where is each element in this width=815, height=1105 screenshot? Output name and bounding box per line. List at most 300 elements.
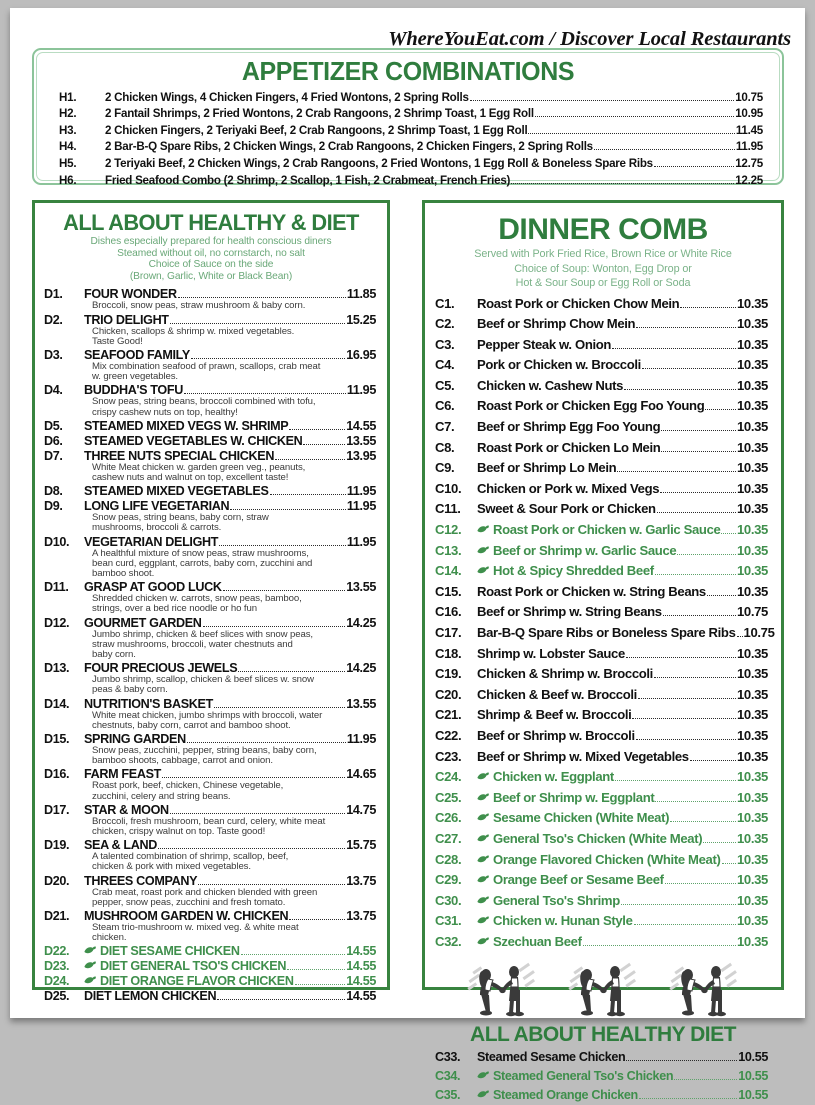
menu-item-number: C19. — [435, 666, 462, 682]
menu-item-price: 14.55 — [346, 989, 376, 1004]
menu-item-number: D5. — [44, 418, 63, 433]
menu-item-price: 10.35 — [736, 480, 768, 496]
menu-item-number: D20. — [44, 873, 70, 888]
menu-item-number: C32. — [435, 933, 462, 949]
menu-item-name: Chicken w. Eggplant — [493, 769, 614, 785]
menu-item-number: C4. — [435, 357, 455, 373]
menu-item-name: SPRING GARDEN — [84, 732, 186, 747]
menu-item-number: C31. — [435, 913, 462, 929]
menu-item — [435, 294, 768, 315]
menu-item-price: 14.55 — [346, 418, 376, 433]
appetizer-item-name: 2 Chicken Wings, 4 Chicken Fingers, 4 Fried Wontons, 2 Spring Rolls — [105, 90, 469, 104]
menu-item — [435, 1086, 768, 1105]
menu-item-description: Shredded chicken w. carrots, snow peas, bamboo, strings, over a bed rice noodle or ho fun — [92, 593, 302, 615]
menu-item-number: C20. — [435, 686, 462, 702]
leader-dots — [660, 492, 736, 493]
leader-dots — [654, 677, 736, 678]
menu-item — [44, 838, 376, 872]
dinner-comb-sub1: Served with Pork Fried Rice, Brown Rice or White Rice — [474, 248, 732, 260]
leader-dots — [639, 1098, 737, 1099]
menu-item-name: Shrimp & Beef w. Broccoli — [477, 707, 632, 723]
menu-item-name: Beef or Shrimp w. Garlic Sauce — [493, 542, 677, 558]
leader-dots — [612, 348, 736, 349]
menu-item — [435, 561, 768, 582]
menu-item-number: C7. — [435, 419, 455, 435]
menu-item — [435, 932, 768, 953]
menu-item — [435, 726, 768, 747]
leader-dots — [707, 595, 736, 596]
menu-item-price: 10.35 — [736, 769, 768, 785]
leader-dots — [287, 969, 345, 970]
menu-item-name: STEAMED MIXED VEGS W. SHRIMP — [84, 418, 289, 433]
menu-item-name: Chicken w. Hunan Style — [493, 913, 633, 929]
menu-item — [435, 644, 768, 665]
menu-item-number: D6. — [44, 433, 63, 448]
menu-item — [44, 348, 376, 382]
menu-item — [435, 870, 768, 891]
appetizer-item-price: 10.95 — [735, 107, 763, 121]
menu-item-description: White Meat chicken w. garden green veg., peanuts, cashew nuts and walnut on top, excellent taste! — [92, 461, 306, 483]
leader-dots — [230, 509, 346, 510]
menu-item-name: Sweet & Sour Pork or Chicken — [477, 501, 656, 517]
healthy-diet-bottom-item-list — [425, 1047, 781, 1105]
menu-item-name: Roast Pork or Chicken Egg Foo Young — [477, 398, 705, 414]
menu-item-price: 10.35 — [736, 522, 768, 538]
menu-item-number: C8. — [435, 439, 455, 455]
leader-dots — [295, 984, 346, 985]
menu-item-price: 10.35 — [736, 419, 768, 435]
menu-item-name: Steamed Orange Chicken — [493, 1087, 638, 1102]
menu-item — [44, 287, 376, 311]
spicy-chili-icon — [477, 525, 490, 533]
menu-item — [435, 850, 768, 871]
healthy-diet-title: ALL ABOUT HEALTHY & DIET — [63, 210, 359, 235]
menu-item — [44, 909, 376, 943]
appetizer-item-list — [37, 91, 779, 187]
spicy-chili-icon — [477, 855, 490, 863]
menu-item-number: C2. — [435, 316, 455, 332]
menu-item-price: 10.35 — [736, 707, 768, 723]
leader-dots — [535, 116, 734, 117]
menu-item-name: VEGETARIAN DELIGHT — [84, 534, 219, 549]
spicy-chili-icon — [477, 772, 490, 780]
leader-dots — [634, 924, 736, 925]
appetizer-row — [37, 107, 779, 120]
spicy-chili-icon — [84, 961, 97, 969]
menu-item-name: Beef or Shrimp w. Eggplant — [493, 789, 655, 805]
menu-item — [44, 434, 376, 448]
menu-item-price: 10.35 — [736, 501, 768, 517]
menu-item-description: Jumbo shrimp, scallop, chicken & beef slices w. snow peas & baby corn. — [92, 674, 314, 696]
leader-dots — [636, 327, 736, 328]
appetizer-row — [37, 140, 779, 153]
menu-item-price: 10.35 — [736, 439, 768, 455]
menu-item-name: LONG LIFE VEGETARIAN — [84, 499, 230, 514]
menu-item-number: D12. — [44, 615, 70, 630]
menu-item-price: 10.35 — [736, 542, 768, 558]
menu-item-name: DIET LEMON CHICKEN — [84, 989, 217, 1004]
menu-item-number: C1. — [435, 295, 455, 311]
menu-item-name: Hot & Spicy Shredded Beef — [493, 563, 654, 579]
menu-item-price: 10.35 — [736, 748, 768, 764]
dinner-comb-title: DINNER COMB — [498, 213, 708, 246]
leader-dots — [636, 739, 736, 740]
menu-item — [44, 944, 376, 958]
spicy-chili-icon — [477, 1090, 490, 1098]
menu-item — [44, 580, 376, 614]
leader-dots — [203, 626, 346, 627]
menu-item-name: Roast Pork or Chicken Chow Mein — [477, 295, 680, 311]
menu-item-number: D24. — [44, 974, 70, 989]
dancing-couple-illustrations — [425, 953, 781, 1021]
menu-item — [44, 616, 376, 661]
menu-item-number: C3. — [435, 336, 455, 352]
menu-item — [435, 685, 768, 706]
leader-dots — [670, 821, 736, 822]
appetizer-item-price: 12.25 — [735, 173, 763, 187]
menu-item-price: 10.35 — [736, 336, 768, 352]
menu-item-name: Shrimp w. Lobster Sauce — [477, 645, 625, 661]
appetizer-item-name: 2 Chicken Fingers, 2 Teriyaki Beef, 2 Crab Rangoons, 2 Shrimp Toast, 1 Egg Roll — [105, 123, 528, 137]
menu-item-price: 14.55 — [346, 974, 376, 989]
leader-dots — [621, 904, 736, 905]
menu-item-name: Sesame Chicken (White Meat) — [493, 810, 670, 826]
menu-item — [44, 449, 376, 483]
menu-item-number: D21. — [44, 909, 70, 924]
menu-item-number: D22. — [44, 944, 70, 959]
menu-item-number: D8. — [44, 484, 63, 499]
menu-item-price: 10.35 — [736, 830, 768, 846]
healthy-diet-bottom-title: ALL ABOUT HEALTHY DIET — [470, 1022, 736, 1046]
menu-item — [435, 767, 768, 788]
menu-item-name: Roast Pork or Chicken Lo Mein — [477, 439, 661, 455]
leader-dots — [665, 883, 736, 884]
site-banner: WhereYouEat.com / Discover Local Restaurants — [388, 28, 791, 50]
leader-dots — [624, 389, 736, 390]
appetizer-row — [37, 174, 779, 187]
menu-item-number: D10. — [44, 534, 70, 549]
leader-dots — [511, 183, 734, 184]
leader-dots — [217, 999, 345, 1000]
leader-dots — [170, 813, 345, 814]
menu-item-price: 13.55 — [346, 580, 376, 595]
menu-item-name: Steamed General Tso's Chicken — [493, 1068, 674, 1083]
leader-dots — [703, 842, 736, 843]
leader-dots — [663, 615, 736, 616]
appetizer-item-number: H1. — [59, 90, 77, 104]
menu-item-number: C11. — [435, 501, 461, 517]
menu-item-price: 10.35 — [736, 398, 768, 414]
leader-dots — [187, 742, 346, 743]
menu-item — [435, 623, 775, 644]
menu-item-price: 14.65 — [346, 767, 376, 782]
menu-item-name: STAR & MOON — [84, 802, 169, 817]
menu-item-number: C24. — [435, 769, 462, 785]
leader-dots — [470, 100, 735, 101]
dinner-comb-sub3: Hot & Sour Soup or Egg Roll or Soda — [515, 277, 691, 289]
menu-item-price: 10.35 — [736, 583, 768, 599]
menu-item-price: 10.35 — [736, 563, 768, 579]
appetizer-item-name: 2 Teriyaki Beef, 2 Chicken Wings, 2 Crab Rangoons, 2 Fried Wontons, 1 Egg Roll & Boneless Spare Ribs — [105, 156, 653, 170]
menu-item-price: 10.35 — [736, 789, 768, 805]
menu-item-name: FARM FEAST — [84, 767, 161, 782]
menu-item — [44, 732, 376, 766]
menu-item-price: 13.75 — [346, 873, 376, 888]
spicy-chili-icon — [477, 566, 490, 574]
menu-item-number: C10. — [435, 480, 462, 496]
menu-item-number: C16. — [435, 604, 462, 620]
menu-item-price: 10.35 — [736, 851, 768, 867]
menu-item-name: Roast Pork or Chicken w. Garlic Sauce — [493, 522, 721, 538]
menu-item-price: 10.35 — [736, 892, 768, 908]
dinner-comb-sub2: Choice of Soup: Wonton, Egg Drop or — [514, 262, 692, 275]
menu-item-name: FOUR WONDER — [84, 287, 177, 302]
leader-dots — [705, 409, 736, 410]
spicy-chili-icon — [84, 946, 97, 954]
menu-item-name: Beef or Shrimp w. String Beans — [477, 604, 662, 620]
menu-item-name: Chicken w. Cashew Nuts — [477, 377, 624, 393]
appetizer-item-price: 11.95 — [735, 140, 763, 154]
menu-item — [44, 484, 376, 498]
spicy-chili-icon — [477, 896, 490, 904]
menu-page — [10, 8, 805, 1102]
menu-item — [44, 989, 376, 1003]
menu-item-name: FOUR PRECIOUS JEWELS — [84, 661, 238, 676]
leader-dots — [289, 429, 345, 430]
appetizer-section-title: APPETIZER COMBINATIONS — [241, 56, 575, 86]
appetizer-item-price: 11.45 — [735, 123, 763, 137]
menu-item-name: Chicken & Beef w. Broccoli — [477, 686, 637, 702]
menu-item-description: A healthful mixture of snow peas, straw mushrooms, bean curd, eggplant, carrots, baby corn, zucchini and bamboo shoot. — [92, 547, 313, 580]
menu-item — [435, 438, 768, 459]
menu-item — [435, 479, 768, 500]
menu-item — [44, 803, 376, 837]
menu-item-name: Bar-B-Q Spare Ribs or Boneless Spare Ribs — [477, 625, 736, 640]
appetizer-item-number: H2. — [59, 107, 77, 121]
menu-item-description: Broccoli, fresh mushroom, bean curd, celery, white meat chicken, crispy walnut on top. Taste good! — [92, 815, 326, 838]
leader-dots — [626, 1060, 737, 1061]
leader-dots — [162, 777, 345, 778]
menu-item-name: Pork or Chicken w. Broccoli — [477, 357, 641, 373]
menu-item — [435, 458, 768, 479]
menu-item-number: D23. — [44, 959, 70, 974]
appetizer-item-number: H3. — [59, 123, 77, 137]
menu-item-price: 10.55 — [738, 1087, 768, 1102]
leader-dots — [158, 848, 345, 849]
healthy-diet-sub2: Steamed without oil, no cornstarch, no salt — [117, 247, 305, 259]
menu-item-number: C28. — [435, 851, 462, 867]
leader-dots — [632, 718, 736, 719]
menu-item-number: C34. — [435, 1068, 461, 1083]
menu-item-price: 11.85 — [346, 287, 376, 302]
menu-item-price: 11.95 — [346, 499, 376, 514]
menu-item-number: C22. — [435, 727, 462, 743]
leader-dots — [303, 444, 345, 445]
menu-item-name: SEA & LAND — [84, 838, 157, 853]
spicy-chili-icon — [477, 834, 490, 842]
menu-item-name: STEAMED MIXED VEGETABLES — [84, 484, 269, 499]
menu-item — [44, 313, 376, 347]
menu-item-price: 10.35 — [736, 357, 768, 373]
menu-item-number: C35. — [435, 1087, 461, 1102]
menu-item-name: Szechuan Beef — [493, 933, 582, 949]
menu-item-number: C23. — [435, 748, 462, 764]
menu-item-price: 15.25 — [346, 312, 376, 327]
menu-item — [435, 808, 768, 829]
menu-item-number: D7. — [44, 448, 63, 463]
menu-item-number: C12. — [435, 522, 462, 538]
spicy-chili-icon — [477, 793, 490, 801]
healthy-diet-sub3: Choice of Sauce on the side — [148, 259, 274, 271]
menu-item — [435, 335, 768, 356]
menu-item — [44, 974, 376, 988]
menu-item-number: D11. — [44, 580, 69, 595]
leader-dots — [238, 671, 345, 672]
menu-item-name: General Tso's Chicken (White Meat) — [493, 830, 703, 846]
menu-item-number: C9. — [435, 460, 455, 476]
menu-item-price: 10.35 — [736, 933, 768, 949]
menu-item-number: D3. — [44, 347, 63, 362]
menu-item-price: 15.75 — [346, 838, 376, 853]
menu-item-name: NUTRITION'S BASKET — [84, 696, 213, 711]
menu-item — [44, 499, 376, 533]
appetizer-item-price: 12.75 — [735, 156, 763, 170]
menu-item — [44, 419, 376, 433]
leader-dots — [677, 554, 736, 555]
appetizer-item-name: 2 Bar-B-Q Spare Ribs, 2 Chicken Wings, 2 Crab Rangoons, 2 Chicken Fingers, 2 Spring Rolls — [105, 140, 593, 154]
healthy-diet-item-list — [35, 282, 387, 1003]
spicy-chili-icon — [477, 937, 490, 945]
menu-item-name: Beef or Shrimp w. Broccoli — [477, 727, 635, 743]
menu-item-price: 14.55 — [346, 959, 376, 974]
menu-item-name: Steamed Sesame Chicken — [477, 1049, 626, 1064]
spicy-chili-icon — [477, 875, 490, 883]
menu-item-price: 10.35 — [736, 913, 768, 929]
menu-item-name: Beef or Shrimp Egg Foo Young — [477, 419, 661, 435]
appetizer-row — [37, 91, 779, 104]
healthy-diet-sub4: (Brown, Garlic, White or Black Bean) — [129, 270, 293, 282]
menu-item-name: Beef or Shrimp Lo Mein — [477, 460, 617, 476]
menu-item-number: D16. — [44, 767, 70, 782]
menu-item-number: C29. — [435, 872, 462, 888]
menu-item — [435, 520, 768, 541]
menu-item-number: C26. — [435, 810, 462, 826]
menu-item-name: General Tso's Shrimp — [493, 892, 620, 908]
leader-dots — [661, 430, 736, 431]
menu-item-number: C17. — [435, 625, 462, 640]
leader-dots — [184, 393, 346, 394]
menu-item-name: GOURMET GARDEN — [84, 615, 202, 630]
menu-item-number: C13. — [435, 542, 462, 558]
leader-dots — [721, 533, 736, 534]
menu-item-price: 10.35 — [736, 727, 768, 743]
leader-dots — [638, 698, 736, 699]
menu-item-number: C14. — [435, 563, 462, 579]
menu-item-name: DIET SESAME CHICKEN — [100, 944, 240, 959]
menu-item-price: 13.75 — [346, 909, 376, 924]
dancing-couple-icon — [466, 963, 538, 1021]
menu-item — [435, 788, 768, 809]
menu-item-name: THREES COMPANY — [84, 873, 198, 888]
menu-item-number: D15. — [44, 732, 70, 747]
menu-item-description: Snow peas, zucchini, pepper, string beans, baby corn, bamboo shoots, cabbage, carrot and onion. — [92, 745, 317, 767]
healthy-diet-sub1: Dishes especially prepared for health conscious diners — [90, 236, 332, 247]
menu-item — [435, 664, 768, 685]
menu-item-number: C27. — [435, 830, 462, 846]
dancing-couple-icon — [668, 963, 740, 1021]
appetizer-item-name: Fried Seafood Combo (2 Shrimp, 2 Scallop, 1 Fish, 2 Crabmeat, French Fries) — [105, 173, 511, 187]
spicy-chili-icon — [477, 546, 490, 554]
menu-item-price: 14.25 — [346, 661, 376, 676]
menu-item-description: White meat chicken, jumbo shrimps with broccoli, water chestnuts, baby corn, carrot and bamboo shoot. — [92, 709, 323, 731]
menu-item-price: 10.35 — [736, 377, 768, 393]
menu-item-description: Jumbo shrimp, chicken & beef slices with snow peas, straw mushrooms, broccoli, water chestnuts and baby corn. — [92, 628, 313, 661]
menu-item — [435, 376, 768, 397]
menu-item-description: A talented combination of shrimp, scallop, beef, chicken & pork with mixed vegetables. — [92, 851, 289, 873]
appetizer-row — [37, 157, 779, 170]
menu-item-name: Orange Flavored Chicken (White Meat) — [493, 851, 721, 867]
menu-item-name: STEAMED VEGETABLES W. CHICKEN — [84, 433, 303, 448]
leader-dots — [657, 512, 736, 513]
menu-item-price: 11.95 — [346, 484, 376, 499]
appetizer-item-name: 2 Fantail Shrimps, 2 Fried Wontons, 2 Crab Rangoons, 2 Shrimp Toast, 1 Egg Roll — [105, 107, 534, 121]
menu-item — [435, 829, 768, 850]
dancing-couple-icon — [567, 963, 639, 1021]
menu-item-price: 10.35 — [736, 295, 768, 311]
menu-item — [435, 355, 768, 376]
spicy-chili-icon — [84, 976, 97, 984]
leader-dots — [223, 590, 346, 591]
spicy-chili-icon — [477, 1071, 490, 1079]
menu-item-price: 14.75 — [346, 802, 376, 817]
menu-item — [44, 959, 376, 973]
menu-item — [435, 891, 768, 912]
leader-dots — [219, 545, 346, 546]
menu-item-number: C18. — [435, 645, 462, 661]
leader-dots — [594, 149, 735, 150]
leader-dots — [191, 358, 345, 359]
menu-item-number: D4. — [44, 383, 63, 398]
leader-dots — [214, 707, 345, 708]
appetizer-item-number: H5. — [59, 156, 77, 170]
menu-item-number: D13. — [44, 661, 70, 676]
menu-item — [435, 582, 768, 603]
leader-dots — [655, 801, 736, 802]
menu-item-price: 13.95 — [346, 448, 376, 463]
appetizer-item-price: 10.75 — [735, 90, 763, 104]
menu-item-price: 10.35 — [736, 810, 768, 826]
menu-item-name: Chicken & Shrimp w. Broccoli — [477, 666, 653, 682]
menu-item — [44, 661, 376, 695]
leader-dots — [626, 657, 736, 658]
menu-item-number: C21. — [435, 707, 462, 723]
menu-item — [435, 499, 768, 520]
appetizer-item-number: H6. — [59, 173, 77, 187]
menu-item — [44, 697, 376, 731]
menu-item-number: D1. — [44, 287, 63, 302]
menu-item-name: Pepper Steak w. Onion — [477, 336, 612, 352]
menu-item-price: 10.55 — [738, 1049, 768, 1064]
menu-item-number: C30. — [435, 892, 462, 908]
menu-item-description: Chicken, scallops & shrimp w. mixed vegetables. Taste Good! — [92, 325, 295, 347]
appetizer-item-number: H4. — [59, 140, 77, 154]
menu-item-price: 11.95 — [346, 732, 376, 747]
menu-item-price: 10.35 — [736, 872, 768, 888]
menu-item-price: 10.35 — [736, 460, 768, 476]
leader-dots — [275, 459, 345, 460]
menu-item-price: 10.35 — [736, 686, 768, 702]
menu-item-price: 10.55 — [738, 1068, 768, 1083]
